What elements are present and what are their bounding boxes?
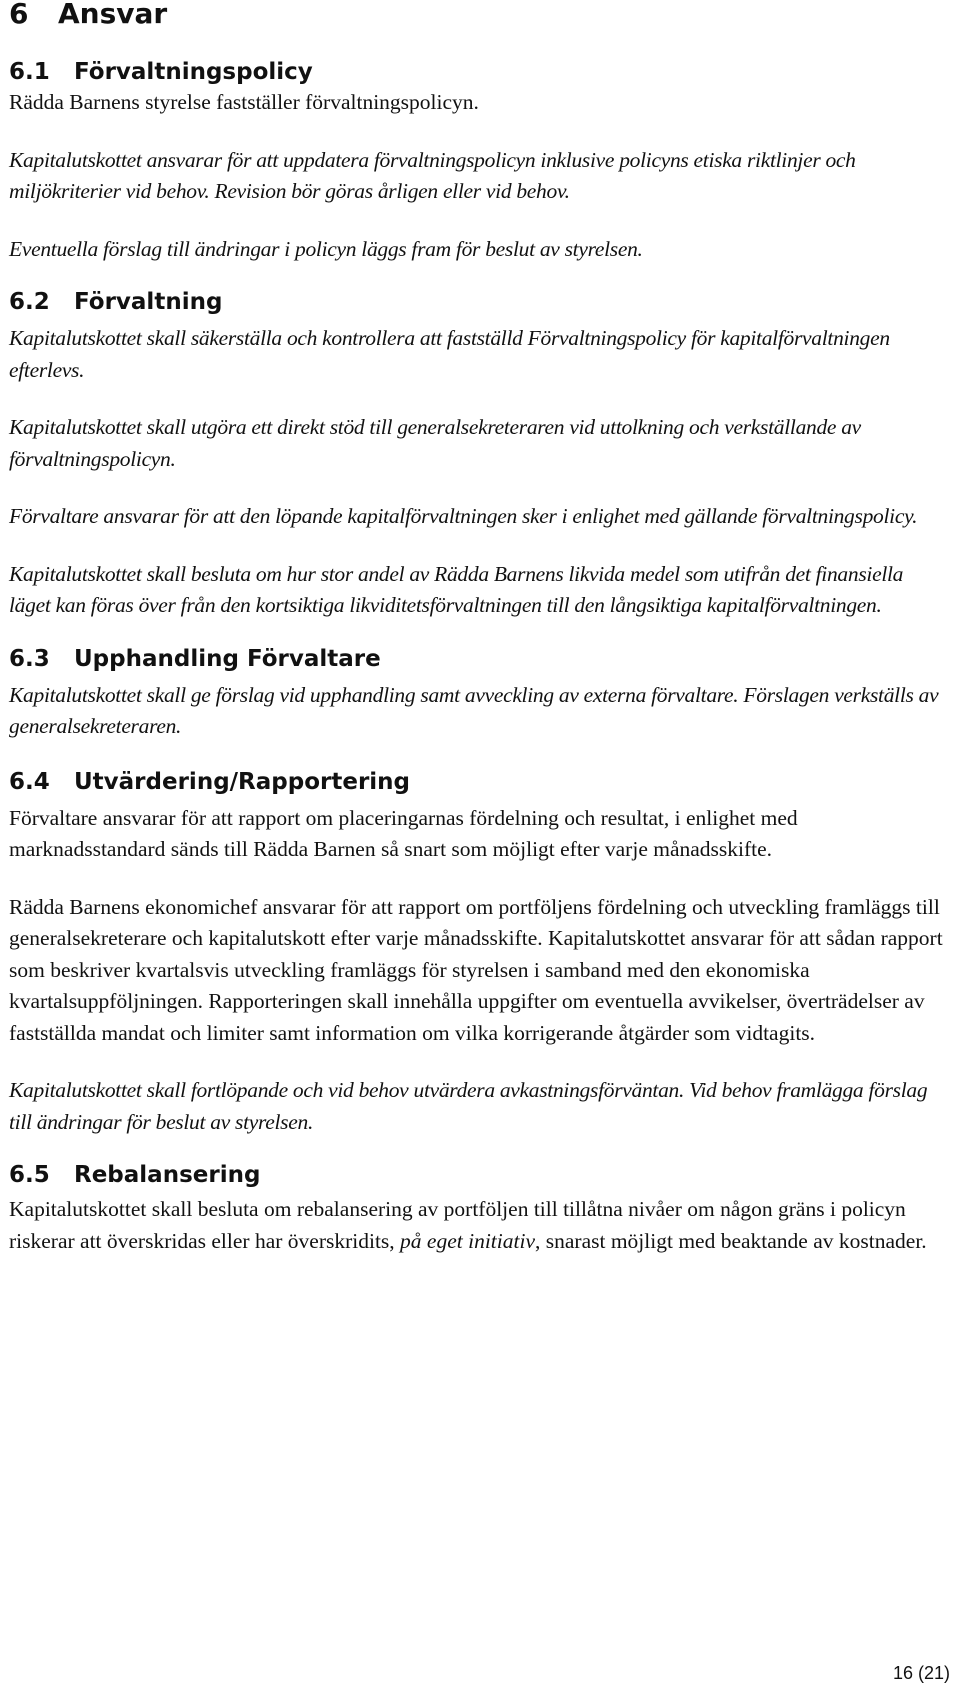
section-title: Förvaltningspolicy [74, 59, 313, 85]
paragraph: Kapitalutskottet skall besluta om hur stor andel av Rädda Barnens likvida medel som utifrån det finansiella läget kan föras över från den kortsiktiga likviditetsförvaltningen till den långsiktiga kapitalförvaltningen. [9, 561, 904, 617]
section-title: Förvaltning [74, 289, 223, 315]
paragraph: Kapitalutskottet skall utgöra ett direkt stöd till generalsekreteraren vid uttolkning och verkställande av förvaltningspolicyn. [9, 415, 861, 471]
section-number: 6.1 [9, 59, 50, 85]
section-title: Rebalansering [74, 1162, 261, 1188]
page-number: 16 (21) [892, 1663, 950, 1683]
section-heading-6-3 [9, 644, 944, 674]
paragraph: Eventuella förslag till ändringar i policyn läggs fram för beslut av styrelsen. [9, 236, 643, 261]
section-heading-6-1 [9, 57, 944, 87]
document-page [9, 0, 944, 1257]
paragraph-text: , snarast möjligt med beaktande av kostnader. [535, 1228, 927, 1253]
paragraph: Rädda Barnens ekonomichef ansvarar för att rapport om portföljens fördelning och utveckling framläggs till generalsekreterare och kapitalutskott efter varje månadsskifte. Kapitalutskottet ansvarar för att sådan rapport som beskriver kvartalsvis utveckling framläggs för styrelsen i samband med den ekonomiska kvartalsuppföljningen. Rapporteringen skall innehålla uppgifter om eventuella avvikelser, överträdelser av fastställda mandat och limiter samt information om vilka korrigerande åtgärder som vidtagits. [9, 894, 943, 1045]
paragraph: Förvaltare ansvarar för att den löpande kapitalförvaltningen sker i enlighet med gällande förvaltningspolicy. [9, 504, 918, 528]
paragraph: Rädda Barnens styrelse fastställer förvaltningspolicyn. [9, 90, 479, 114]
chapter-number: 6 [9, 0, 29, 30]
paragraph: Kapitalutskottet skall fortlöpande och vid behov utvärdera avkastningsförväntan. Vid behov framlägga förslag till ändringar för beslut av styrelsen. [9, 1078, 928, 1134]
section-number: 6.4 [9, 768, 50, 795]
section-heading-6-5 [9, 1160, 944, 1190]
section-number: 6.5 [9, 1162, 50, 1188]
chapter-heading [9, 0, 944, 32]
paragraph [9, 1194, 944, 1257]
section-number: 6.3 [9, 645, 50, 672]
chapter-title: Ansvar [58, 0, 168, 30]
paragraph: Förvaltare ansvarar för att rapport om placeringarnas fördelning och resultat, i enlighet med marknadsstandard sänds till Rädda Barnen så snart som möjligt efter varje månadsskifte. [9, 805, 798, 861]
emphasis-text: på eget initiativ [400, 1228, 535, 1253]
section-title: Upphandling Förvaltare [74, 645, 381, 672]
paragraph-text: Kapitalutskottet skall besluta om rebalansering av portföljen till tillåtna nivåer om någon gräns i policyn riskerar att överskridas eller har överskridits, [9, 1197, 906, 1253]
paragraph: Kapitalutskottet skall ge förslag vid upphandling samt avveckling av externa förvaltare. Förslagen verkställs av generalsekreteraren. [9, 682, 939, 738]
section-number: 6.2 [9, 289, 50, 315]
section-heading-6-4 [9, 767, 944, 797]
section-heading-6-2 [9, 287, 944, 317]
section-title: Utvärdering/Rapportering [74, 768, 411, 795]
paragraph: Kapitalutskottet skall säkerställa och kontrollera att fastställd Förvaltningspolicy för kapitalförvaltningen efterlevs. [9, 326, 890, 382]
paragraph: Kapitalutskottet ansvarar för att uppdatera förvaltningspolicyn inklusive policyns etiska riktlinjer och miljökriterier vid behov. Revision bör göras årligen eller vid behov. [9, 147, 856, 203]
